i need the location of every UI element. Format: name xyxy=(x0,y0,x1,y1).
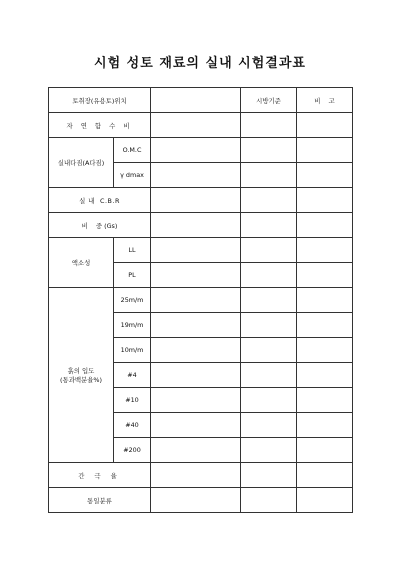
sieve-label: #40 xyxy=(114,413,151,438)
gradation-label xyxy=(49,288,114,463)
sieve-spec[interactable] xyxy=(241,413,297,438)
unified-classification-label: 통일분류 xyxy=(49,488,151,513)
ll-remarks[interactable] xyxy=(297,238,353,263)
unified-classification-value[interactable] xyxy=(151,488,241,513)
sieve-remarks[interactable] xyxy=(297,388,353,413)
sieve-value[interactable] xyxy=(151,338,241,363)
ll-spec[interactable] xyxy=(241,238,297,263)
sample-location-cell[interactable] xyxy=(151,88,241,113)
sieve-label: #10 xyxy=(114,388,151,413)
sieve-spec[interactable] xyxy=(241,313,297,338)
compaction-label: 실내다짐(A다짐) xyxy=(49,138,114,188)
pl-remarks[interactable] xyxy=(297,263,353,288)
sieve-spec[interactable] xyxy=(241,338,297,363)
natural-moisture-label: 자 연 함 수 비 xyxy=(49,113,151,138)
sieve-label: 19m/m xyxy=(114,313,151,338)
consistency-label: 액소성 xyxy=(49,238,114,288)
porosity-value[interactable] xyxy=(151,463,241,488)
cbr-spec[interactable] xyxy=(241,188,297,213)
document-title: 시험 성토 재료의 실내 시험결과표 xyxy=(94,56,306,71)
gradation-label-line1: 흙의 입도 xyxy=(67,367,95,375)
sieve-remarks[interactable] xyxy=(297,313,353,338)
specific-gravity-remarks[interactable] xyxy=(297,213,353,238)
header-row xyxy=(49,88,353,113)
sieve-value[interactable] xyxy=(151,438,241,463)
cbr-row xyxy=(49,188,353,213)
sieve-remarks[interactable] xyxy=(297,288,353,313)
gamma-dmax-label: γ dmax xyxy=(114,163,151,188)
ll-row xyxy=(49,238,353,263)
porosity-spec[interactable] xyxy=(241,463,297,488)
sieve-remarks[interactable] xyxy=(297,413,353,438)
porosity-label: 간 극 율 xyxy=(49,463,151,488)
sieve-value[interactable] xyxy=(151,413,241,438)
sieve-label: #200 xyxy=(114,438,151,463)
gamma-dmax-value[interactable] xyxy=(151,163,241,188)
omc-remarks[interactable] xyxy=(297,138,353,163)
porosity-row xyxy=(49,463,353,488)
header-spec: 시방기준 xyxy=(241,88,297,113)
sieve-remarks[interactable] xyxy=(297,338,353,363)
cbr-remarks[interactable] xyxy=(297,188,353,213)
pl-value[interactable] xyxy=(151,263,241,288)
compaction-omc-row xyxy=(49,138,353,163)
natural-moisture-value[interactable] xyxy=(151,113,241,138)
sieve-spec[interactable] xyxy=(241,288,297,313)
porosity-remarks[interactable] xyxy=(297,463,353,488)
sieve-spec[interactable] xyxy=(241,438,297,463)
omc-spec[interactable] xyxy=(241,138,297,163)
unified-classification-spec[interactable] xyxy=(241,488,297,513)
sieve-spec[interactable] xyxy=(241,363,297,388)
sieve-label: 25m/m xyxy=(114,288,151,313)
pl-spec[interactable] xyxy=(241,263,297,288)
gamma-dmax-spec[interactable] xyxy=(241,163,297,188)
unified-classification-remarks[interactable] xyxy=(297,488,353,513)
pl-label: PL xyxy=(114,263,151,288)
sieve-row xyxy=(49,288,353,313)
specific-gravity-spec[interactable] xyxy=(241,213,297,238)
cbr-value[interactable] xyxy=(151,188,241,213)
ll-value[interactable] xyxy=(151,238,241,263)
omc-label: O.M.C xyxy=(114,138,151,163)
natural-moisture-spec[interactable] xyxy=(241,113,297,138)
gradation-label-line2: (통과백분율%) xyxy=(60,376,102,384)
specific-gravity-value[interactable] xyxy=(151,213,241,238)
sieve-label: #4 xyxy=(114,363,151,388)
natural-moisture-row xyxy=(49,113,353,138)
sieve-remarks[interactable] xyxy=(297,363,353,388)
ll-label: LL xyxy=(114,238,151,263)
test-results-table xyxy=(48,87,353,513)
omc-value[interactable] xyxy=(151,138,241,163)
gamma-dmax-remarks[interactable] xyxy=(297,163,353,188)
sieve-label: 10m/m xyxy=(114,338,151,363)
sieve-value[interactable] xyxy=(151,388,241,413)
header-sample-location: 토취장(유용토)위치 xyxy=(49,88,151,113)
natural-moisture-remarks[interactable] xyxy=(297,113,353,138)
specific-gravity-row xyxy=(49,213,353,238)
unified-classification-row xyxy=(49,488,353,513)
sieve-value[interactable] xyxy=(151,288,241,313)
sieve-spec[interactable] xyxy=(241,388,297,413)
specific-gravity-label: 비 중 (Gs) xyxy=(49,213,151,238)
sieve-remarks[interactable] xyxy=(297,438,353,463)
cbr-label: 실 내 C.B.R xyxy=(49,188,151,213)
sieve-value[interactable] xyxy=(151,363,241,388)
sieve-value[interactable] xyxy=(151,313,241,338)
header-remarks: 비 고 xyxy=(297,88,353,113)
